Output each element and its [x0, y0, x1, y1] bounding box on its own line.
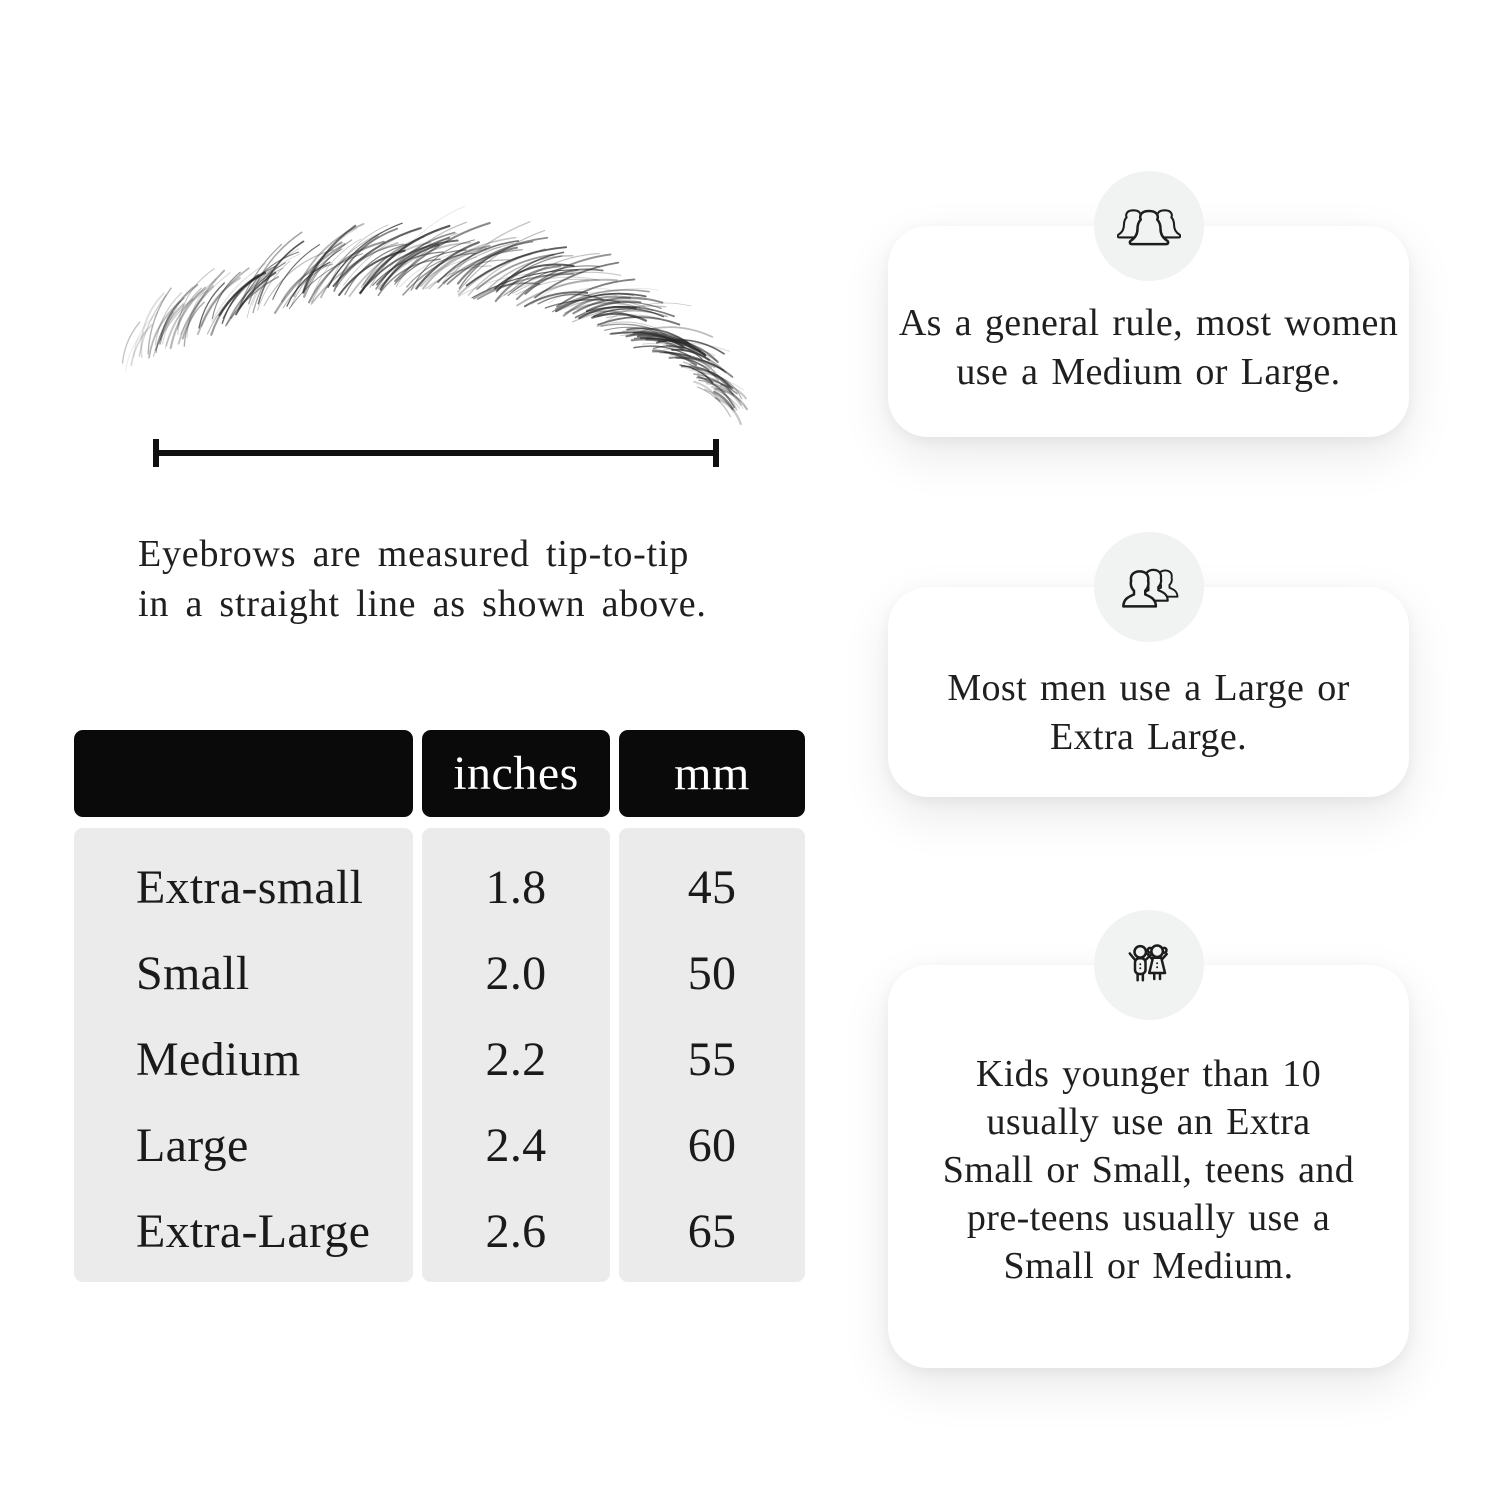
table-cell-size: Medium — [136, 1032, 301, 1086]
men-group-icon — [1117, 557, 1181, 617]
table-header-size — [74, 730, 413, 817]
measurement-bar — [153, 450, 719, 456]
info-card-text — [899, 266, 1398, 397]
table-cell-inches: 2.0 — [485, 946, 547, 1000]
table-cell-inches: 2.4 — [485, 1118, 547, 1172]
caption-line: in a straight line as shown above. — [138, 583, 707, 625]
info-card-kids — [888, 965, 1409, 1368]
table-header-inches: inches — [422, 730, 610, 817]
kids-icon — [1117, 935, 1181, 995]
table-header-mm: mm — [619, 730, 805, 817]
table-cell-mm: 55 — [687, 1032, 737, 1086]
eyebrow-illustration — [118, 238, 738, 428]
info-card-text — [943, 1043, 1354, 1290]
women-group-icon — [1117, 196, 1181, 256]
measurement-line — [153, 439, 719, 467]
measurement-end-tick-right — [713, 439, 719, 467]
info-card-line: use a Medium or Large. — [956, 351, 1341, 393]
measurement-caption — [138, 529, 758, 629]
table-cell-mm: 60 — [687, 1118, 737, 1172]
table-cell-size: Extra-Large — [136, 1204, 371, 1258]
table-cell-inches: 2.6 — [485, 1204, 547, 1258]
info-card-line: Kids younger than 10 — [975, 1053, 1322, 1095]
table-cell-inches: 1.8 — [485, 860, 547, 914]
info-card-line: Small or Small, teens and — [942, 1149, 1355, 1191]
info-card-line: Extra Large. — [1049, 716, 1247, 758]
info-card-line: Most men use a Large or — [947, 667, 1350, 709]
table-cell-inches: 2.2 — [485, 1032, 547, 1086]
table-cell-mm: 50 — [687, 946, 737, 1000]
info-card-text — [947, 622, 1349, 762]
table-cell-size: Large — [136, 1118, 249, 1172]
info-card-women — [888, 226, 1409, 437]
table-cell-mm: 65 — [687, 1204, 737, 1258]
caption-line: Eyebrows are measured tip-to-tip — [138, 533, 690, 575]
info-card-line: usually use an Extra — [986, 1101, 1311, 1143]
table-cell-size: Extra-small — [136, 860, 364, 914]
table-cell-size: Small — [136, 946, 250, 1000]
info-card-line: As a general rule, most women — [898, 302, 1399, 344]
info-card-men — [888, 587, 1409, 797]
size-table — [74, 730, 805, 1282]
size-name-column — [74, 828, 413, 1282]
icon-circle — [1094, 532, 1204, 642]
mm-column — [619, 828, 805, 1282]
icon-circle — [1094, 910, 1204, 1020]
inches-column — [422, 828, 610, 1282]
icon-circle — [1094, 171, 1204, 281]
table-cell-mm: 45 — [687, 860, 737, 914]
info-card-line: Small or Medium. — [1003, 1245, 1294, 1287]
info-card-line: pre-teens usually use a — [966, 1197, 1331, 1239]
